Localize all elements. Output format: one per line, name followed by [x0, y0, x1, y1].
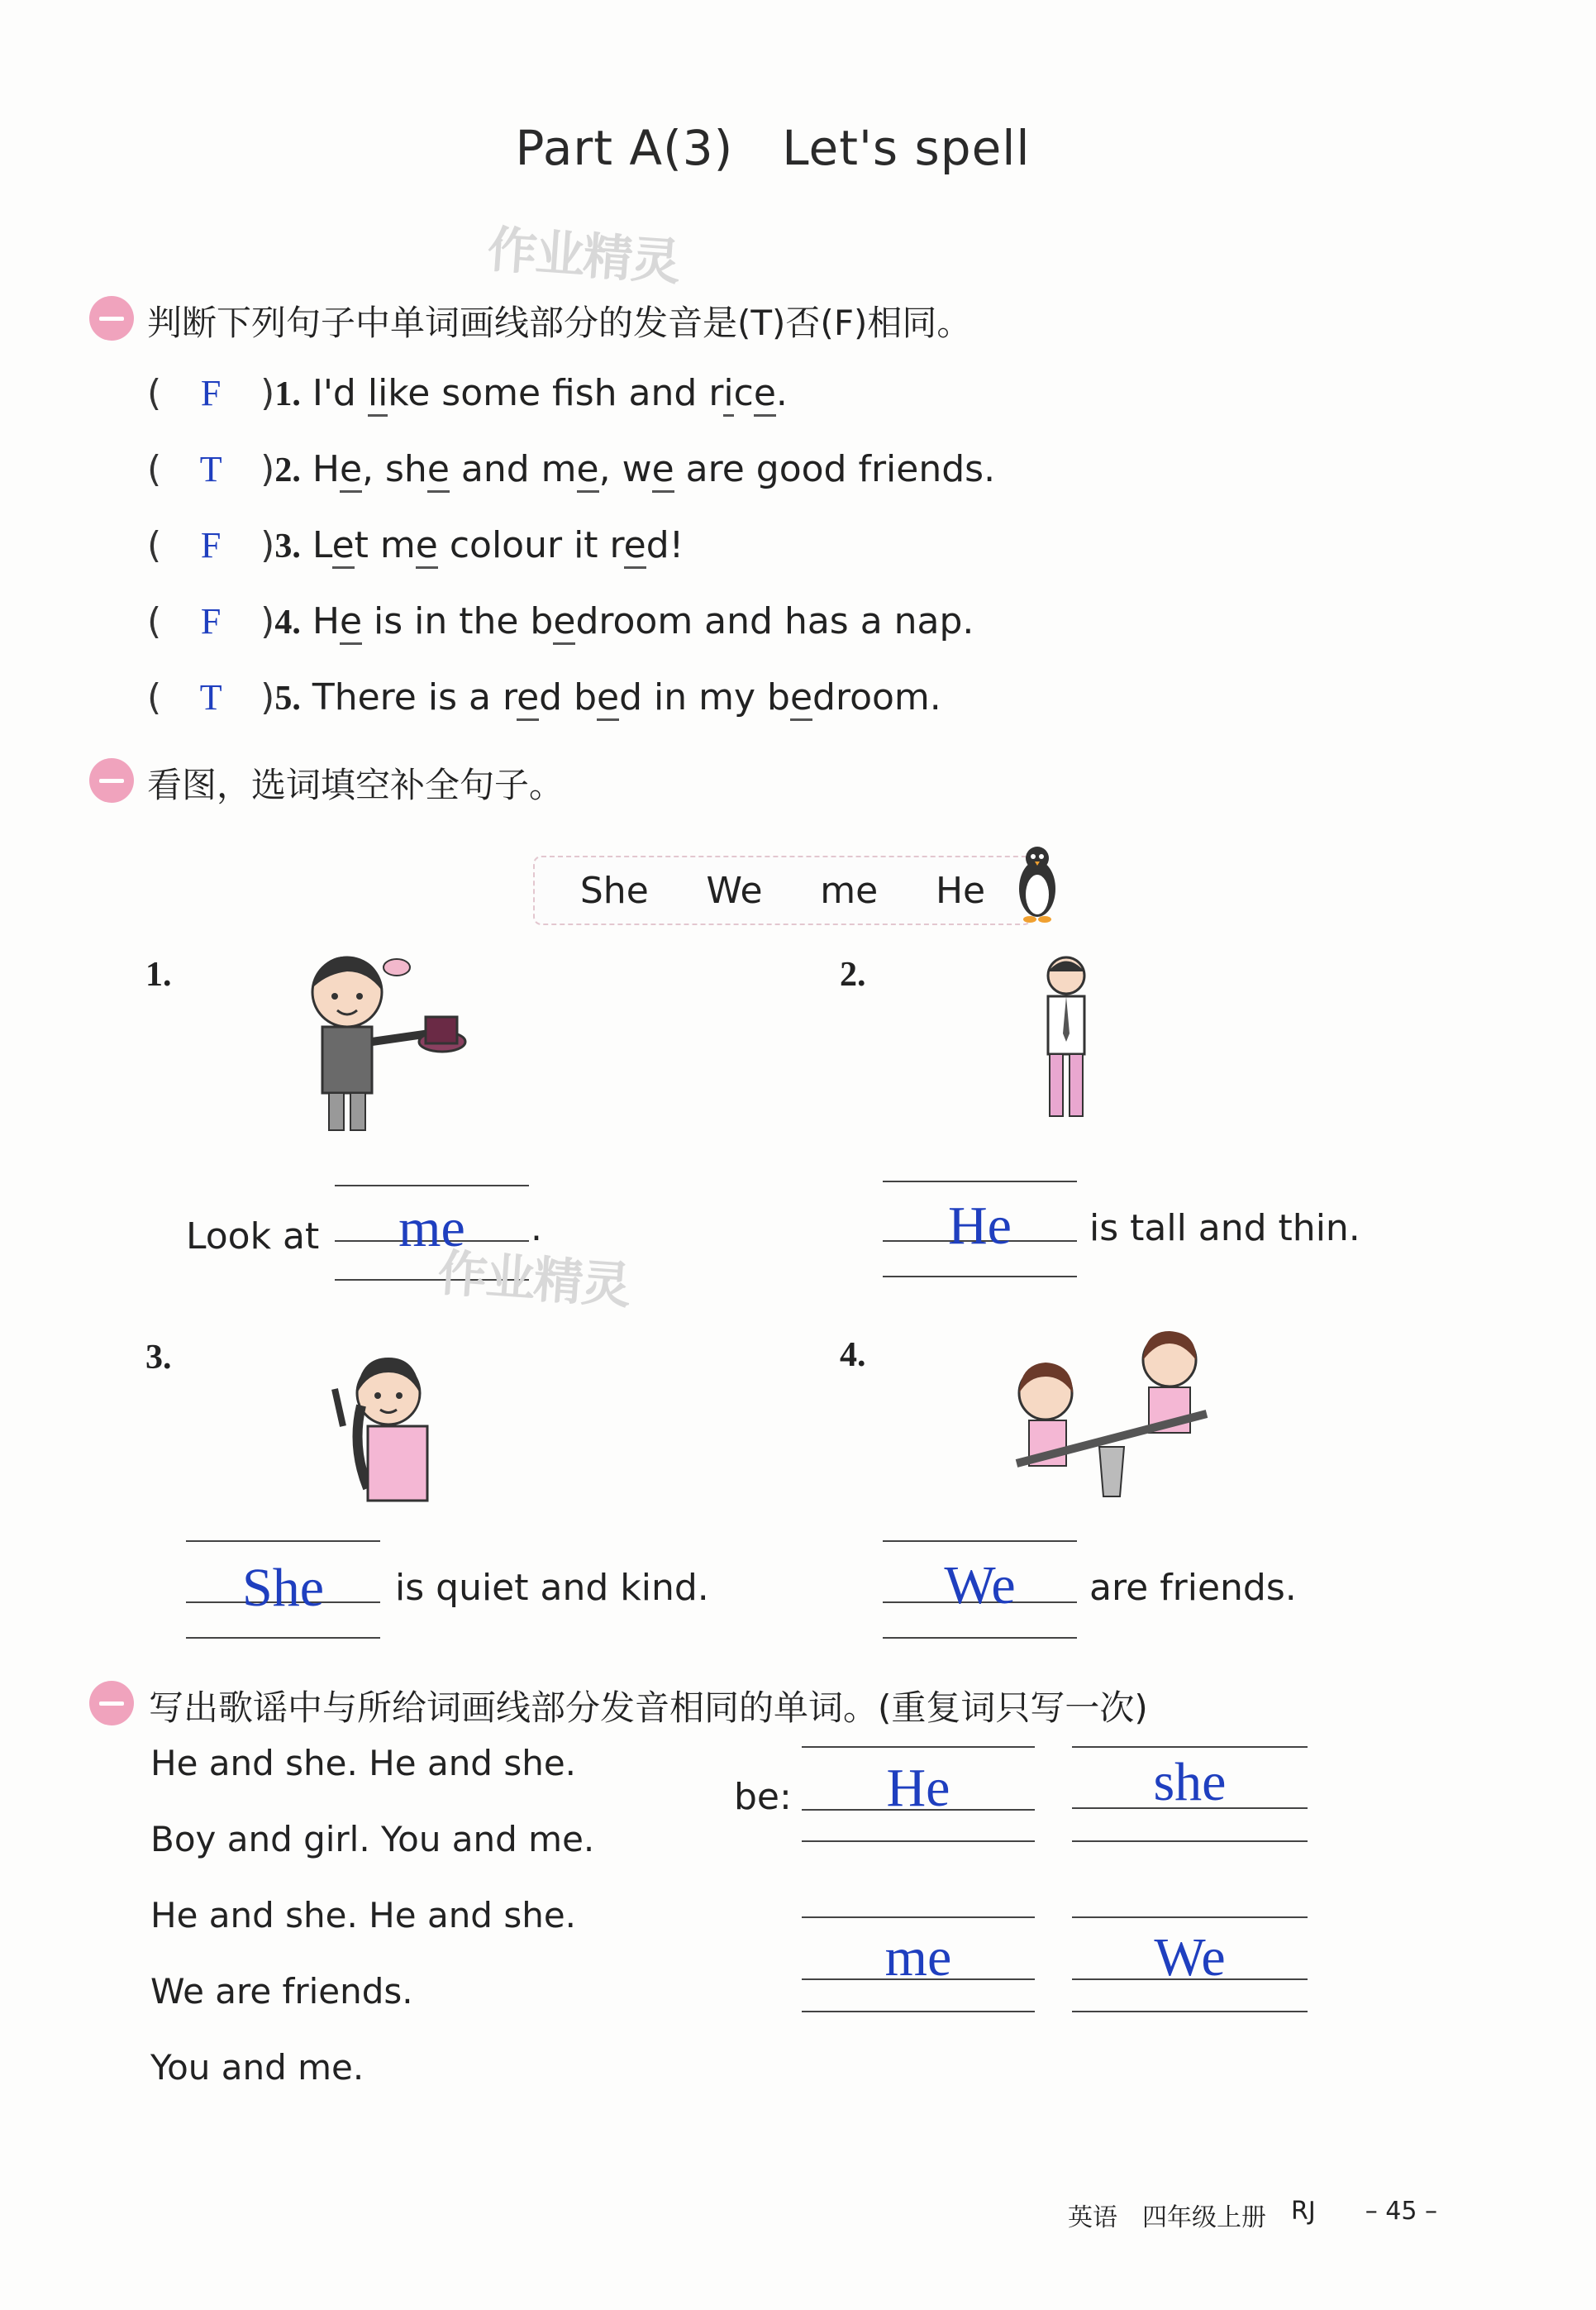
sentence-prefix: Look at	[186, 1215, 320, 1258]
chant-line: We are friends.	[150, 1971, 413, 2012]
judgement-item-1: ( F )1. I'd like some fsh and rice.	[147, 372, 995, 448]
answer-blank[interactable]: We	[944, 1555, 1016, 1616]
watermark: 作业精灵	[436, 1243, 631, 1315]
answer-blank[interactable]: She	[242, 1558, 324, 1618]
question-number: 3.	[145, 1339, 172, 1377]
section-2-badge	[89, 758, 134, 803]
section-1-title: 判断下列句子中单词画线部分的发音是(T)否(F)相同。	[147, 303, 972, 343]
judgement-item-3: ( F )3. Let me colour it red!	[147, 524, 995, 600]
answer-blank[interactable]: me	[884, 1927, 952, 1988]
chant	[150, 1743, 594, 2123]
phoneme-label: be:	[734, 1776, 792, 1818]
sentence: I'd like some fsh and rice.	[312, 372, 788, 417]
word-bank-item: She	[579, 869, 649, 912]
sentence: He is in the bedroom and has a nap.	[312, 600, 974, 645]
question-number: 4.	[840, 1336, 866, 1374]
judgement-list	[147, 372, 995, 752]
sentence-suffix: .	[531, 1207, 542, 1249]
penguin-icon	[1008, 843, 1066, 926]
word-bank-item: We	[706, 869, 763, 912]
page-title: Part A(3) Let's spell	[515, 120, 1031, 176]
sentence: There is a red bed in my bedroom.	[312, 676, 941, 721]
answer-input[interactable]: T	[199, 449, 222, 489]
sentence-suffix: is tall and thin.	[1089, 1207, 1360, 1249]
section-3-title: 写出歌谣中与所给词画线部分发音相同的单词。(重复词只写一次)	[149, 1687, 1148, 1728]
judgement-item-2: ( T )2. He, she and me, we are good friends.	[147, 448, 995, 524]
question-number: 3.	[274, 527, 301, 566]
question-number: 4.	[274, 604, 301, 642]
kids-seesaw-illustration	[1000, 1323, 1215, 1505]
word-bank-item: me	[820, 869, 879, 912]
chant-line: He and she. He and she.	[150, 1895, 577, 1935]
sentence: Let me colour it red!	[312, 524, 684, 569]
question-number: 2.	[840, 956, 866, 994]
answer-blank[interactable]: He	[948, 1196, 1012, 1256]
tall-man-illustration	[1025, 951, 1116, 1124]
chant-line: He and she. He and she.	[150, 1743, 577, 1783]
answer-blank[interactable]: she	[1153, 1752, 1227, 1812]
answer-blank[interactable]: He	[886, 1758, 950, 1818]
answer-input[interactable]: T	[199, 677, 222, 718]
answer-blank[interactable]: We	[1154, 1927, 1226, 1988]
answer-input[interactable]: F	[200, 601, 222, 642]
sentence-suffix: are friends.	[1089, 1567, 1297, 1609]
answer-blank[interactable]: me	[398, 1198, 465, 1258]
judgement-item-4: ( F )4. He is in the bedroom and has a nap.	[147, 600, 995, 676]
section-1-badge	[89, 296, 134, 341]
section-2-title: 看图，选词填空补全句子。	[147, 765, 565, 805]
section-3-badge	[89, 1681, 134, 1725]
footer-edition: RJ	[1291, 2197, 1316, 2226]
sentence: He, she and me, we are good friends.	[312, 448, 995, 493]
page-footer	[1068, 2197, 1437, 2233]
sentence-suffix: is quiet and kind.	[395, 1567, 709, 1609]
footer-subject: 英语	[1068, 2203, 1117, 2232]
question-number: 2.	[274, 451, 301, 489]
chant-line: You and me.	[150, 2047, 364, 2088]
word-bank-item: He	[935, 869, 986, 912]
footer-grade: 四年级上册	[1142, 2203, 1266, 2232]
page-number: – 45 –	[1365, 2197, 1437, 2226]
answer-input[interactable]: F	[200, 373, 222, 413]
boy-magician-illustration	[298, 943, 471, 1149]
question-number: 1.	[145, 956, 172, 994]
judgement-item-5: ( T )5. There is a red bed in my bedroom.	[147, 676, 995, 752]
chant-line: Boy and girl. You and me.	[150, 1819, 595, 1859]
girl-waving-illustration	[318, 1348, 450, 1513]
question-number: 1.	[274, 375, 301, 413]
word-bank	[533, 856, 1032, 925]
watermark: 作业精灵	[485, 220, 681, 292]
question-number: 5.	[274, 680, 301, 718]
answer-input[interactable]: F	[200, 525, 222, 566]
